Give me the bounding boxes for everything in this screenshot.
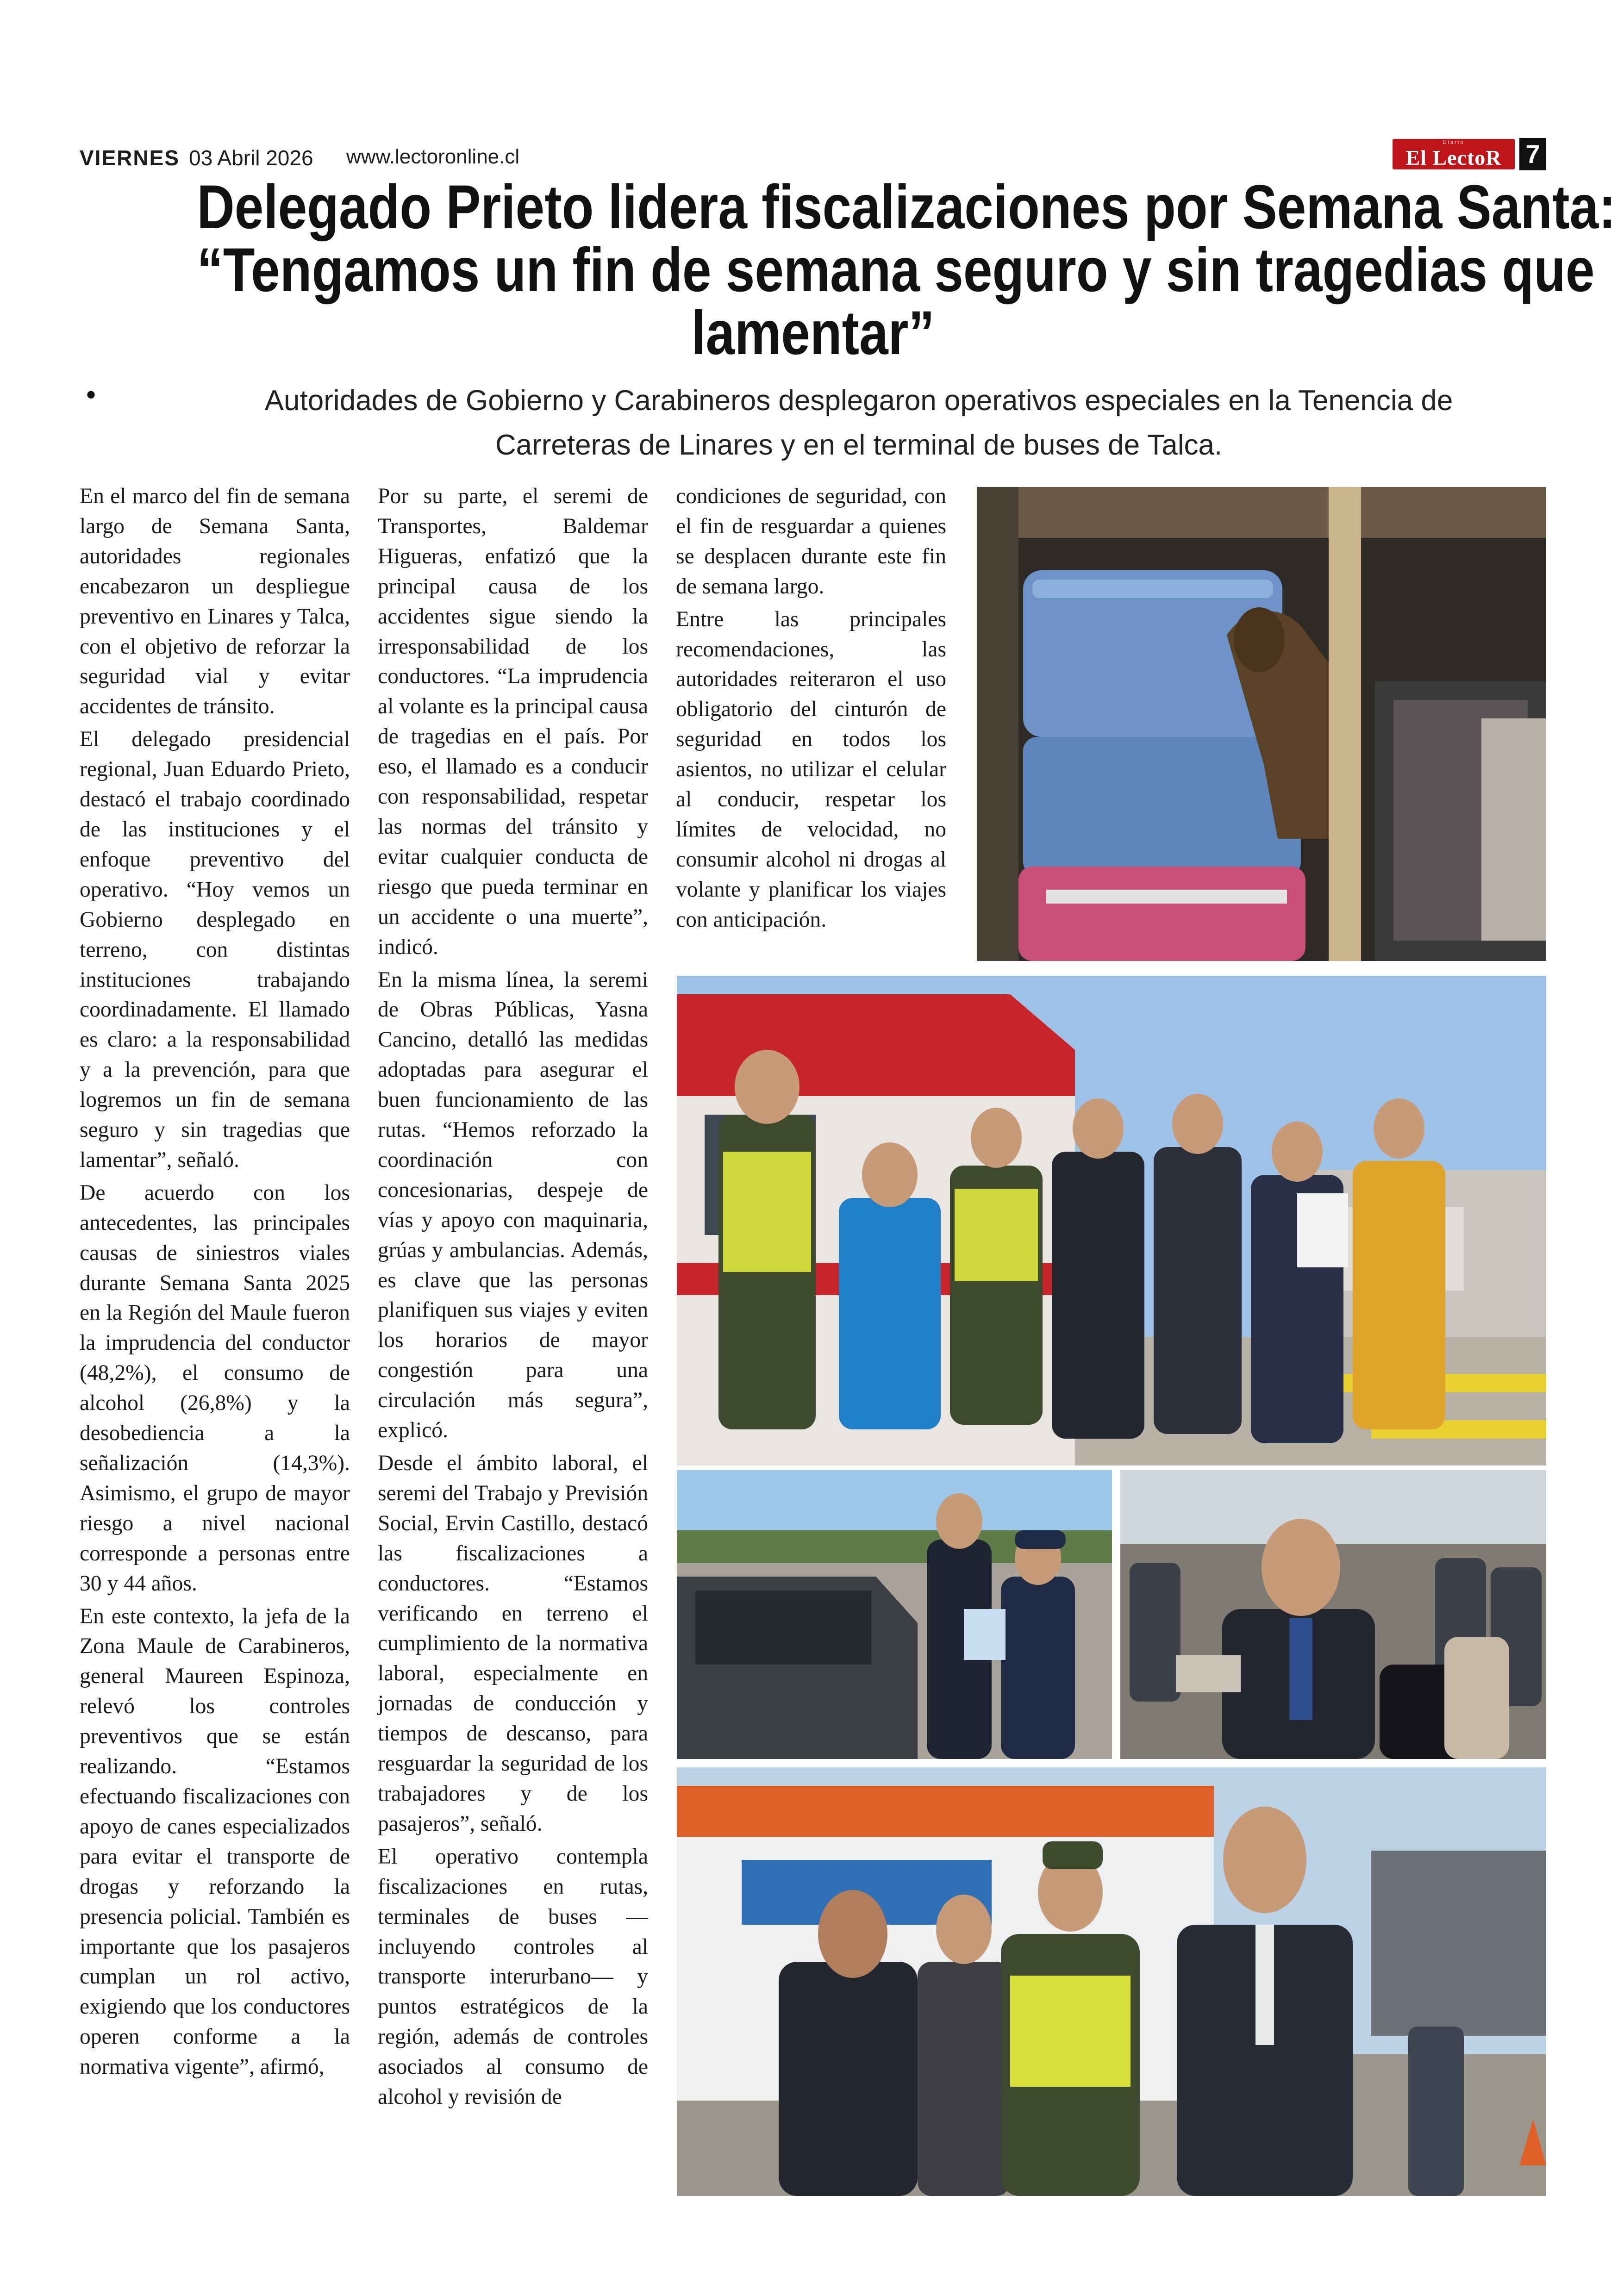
paragraph: Entre las principales recomendaciones, las autoridades reiteraron el uso obligatorio del cinturón de seguridad en todos los asientos, no utilizar el celular al conducir, respetar los límites de velocidad, no consumir alcohol ni drogas al volante y planificar los viajes con anticipación. <box>676 607 946 932</box>
header-website[interactable]: www.lectoronline.cl <box>346 145 520 168</box>
photo-driver-inspection <box>677 1470 1112 1759</box>
header-day: VIERNES <box>80 146 180 170</box>
photo-press-interview <box>1120 1470 1546 1759</box>
paragraph: El delegado presidencial regional, Juan Eduardo Prieto, destacó el trabajo coordinado de las instituciones y el enfoque preventivo del operativo. “Hoy vemos un Gobierno desplegado en terreno, con distintas instituciones trabajando coordinadamente. El llamado es claro: a la responsabilidad y a la prevención, para que logremos un fin de semana seguro y sin tragedias que lamentar”, señaló. <box>80 727 350 1172</box>
article-column-3 <box>676 481 946 938</box>
headline-line: lamentar” <box>691 299 935 368</box>
paragraph: condiciones de seguridad, con el fin de resguardar a quienes se desplacen durante este fin de semana largo. <box>676 484 946 599</box>
paragraph: En la misma línea, la seremi de Obras Públicas, Yasna Cancino, detalló las medidas adoptadas para asegurar el buen funcionamiento de las rutas. “Hemos reforzado la coordinación con concesionarias, despeje de vías y apoyo con maquinaria, grúas y ambulancias. Además, es clave que las personas planifiquen sus viajes y eviten los horarios de mayor congestión para una circulación más segura”, explicó. <box>378 967 648 1443</box>
paragraph: Desde el ámbito laboral, el seremi del Trabajo y Previsión Social, Ervin Castillo, destacó las fiscalizaciones a conductores. “Estamos verificando en terreno el cumplimiento de la normativa laboral, especialmente en jornadas de conducción y tiempos de descanso, para resguardar la seguridad de los trabajadores y de los pasajeros”, señaló. <box>378 1451 648 1836</box>
page-header <box>80 139 1546 176</box>
page-number: 7 <box>1519 138 1546 170</box>
photo-dog-luggage <box>977 487 1546 961</box>
paragraph: Por su parte, el seremi de Transportes, Baldemar Higueras, enfatizó que la principal causa de los accidentes sigue siendo la irresponsabilidad de los conductores. “La imprudencia al volante es la principal causa de tragedias en el país. Por eso, el llamado es a conducir con responsabilidad, respetar las normas del tránsito y evitar cualquier conducta de riesgo que pueda terminar en un accidente o una muerte”, indicó. <box>378 484 648 959</box>
article-column-1 <box>80 481 350 2085</box>
header-date: 03 Abril 2026 <box>189 146 313 170</box>
logo-text: El LectoR <box>1405 146 1502 169</box>
photo-authorities-group <box>677 976 1546 1466</box>
headline <box>197 173 1616 368</box>
subtitle-bullet: • <box>86 379 96 410</box>
photo-authorities-walking <box>677 1767 1546 2196</box>
paragraph: De acuerdo con los antecedentes, las principales causas de siniestros viales durante Semana Santa 2025 en la Región del Maule fueron la imprudencia del conductor (48,2%), el consumo de alcohol (26,8%) y la desobediencia a la señalización (14,3%). Asimismo, el grupo de mayor riesgo a nivel nacional corresponde a personas entre 30 y 44 años. <box>80 1180 350 1596</box>
logo-small-text: Diario <box>1443 140 1465 145</box>
article-column-2 <box>378 481 648 2115</box>
headline-line: “Tengamos un fin de semana seguro y sin tragedias que <box>197 236 1595 305</box>
headline-line: Delegado Prieto lidera fiscalizaciones por Semana Santa: <box>197 173 1616 242</box>
paragraph: El operativo contempla fiscalizaciones en rutas, terminales de buses — incluyendo controles al transporte interurbano— y puntos estratégicos de la región, además de controles asociados al consumo de alcohol y revisión de <box>378 1844 648 2109</box>
paragraph: En este contexto, la jefa de la Zona Maule de Carabineros, general Maureen Espinoza, relevó los controles preventivos que se están realizando. “Estamos efectuando fiscalizaciones con apoyo de canes especializados para evitar el transporte de drogas y reforzando la presencia policial. También es importante que los pasajeros cumplan un rol activo, exigiendo que los conductores operen conforme a la normativa vigente”, afirmó, <box>80 1604 350 2079</box>
paragraph: En el marco del fin de semana largo de Semana Santa, autoridades regionales encabezaron un despliegue preventivo en Linares y Talca, con el objetivo de reforzar la seguridad vial y evitar accidentes de tránsito. <box>80 484 350 719</box>
el-lector-logo <box>1393 139 1515 169</box>
subtitle: Autoridades de Gobierno y Carabineros desplegaron operativos especiales en la Tenencia de Carreteras de Linares y en el terminal de buses de Talca. <box>264 385 1453 461</box>
